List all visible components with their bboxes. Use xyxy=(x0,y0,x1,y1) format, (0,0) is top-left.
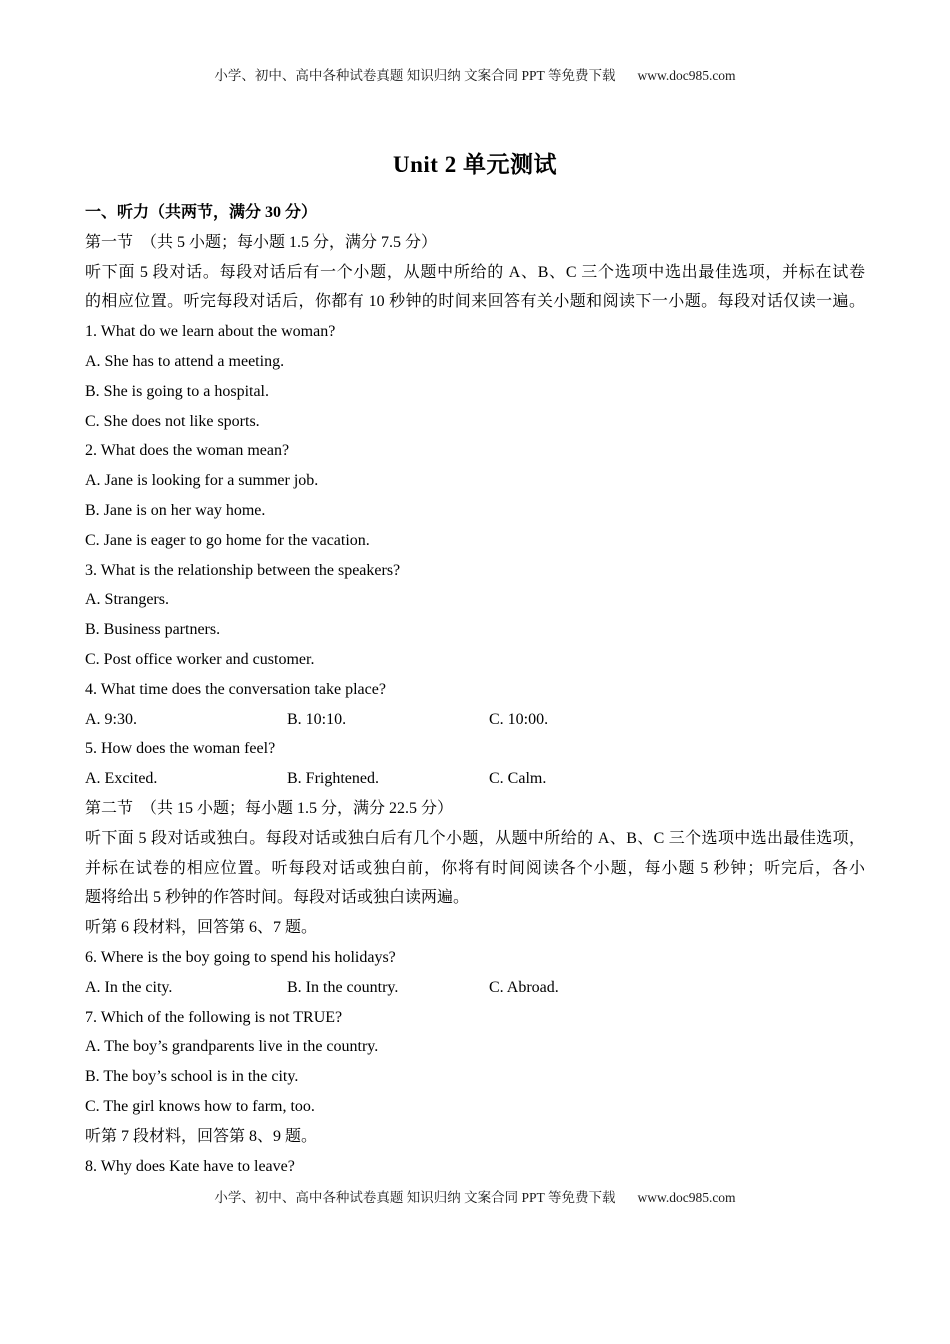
option-text: B. 10:10. xyxy=(287,710,347,728)
text-line: 第一节 （共 5 小题；每小题 1.5 分，满分 7.5 分） xyxy=(85,233,438,251)
option-text: A. In the city. xyxy=(85,978,173,996)
text-line: A. She has to attend a meeting. xyxy=(85,352,285,370)
text-line: 4. What time does the conversation take place? xyxy=(85,680,386,698)
text-line: 听下面 5 段对话。每段对话后有一个小题，从题中所给的 A、B、C 三个选项中选出最佳选项，并标在试卷 xyxy=(85,263,865,281)
text-line: 并标在试卷的相应位置。听每段对话或独白前，你将有时间阅读各个小题，每小题 5 秒钟；听完后，各小 xyxy=(85,859,865,877)
header-url: www.doc985.com xyxy=(637,68,736,83)
text-line: B. Jane is on her way home. xyxy=(85,501,266,519)
text-line xyxy=(85,705,865,735)
text-line: 一、听力（共两节，满分 30 分） xyxy=(85,204,318,221)
footer-url: www.doc985.com xyxy=(637,1190,736,1205)
text-line: 听第 7 段材料，回答第 8、9 题。 xyxy=(85,1127,318,1145)
header-text: 小学、初中、高中各种试卷真题 知识归纳 文案合同 PPT 等免费下载 xyxy=(214,68,616,83)
text-line: 第二节 （共 15 小题；每小题 1.5 分，满分 22.5 分） xyxy=(85,799,454,817)
text-line: A. The boy’s grandparents live in the country. xyxy=(85,1038,379,1056)
option-text: B. Frightened. xyxy=(287,770,379,788)
page-title: Unit 2 单元测试 xyxy=(393,152,557,177)
text-line: 1. What do we learn about the woman? xyxy=(85,323,336,341)
text-line: C. She does not like sports. xyxy=(85,412,260,430)
text-line: A. Strangers. xyxy=(85,591,169,609)
text-line: 听第 6 段材料，回答第 6、7 题。 xyxy=(85,919,318,937)
document-lines xyxy=(85,198,865,1181)
text-line: 题将给出 5 秒钟的作答时间。每段对话或独白读两遍。 xyxy=(85,889,470,907)
text-line: 3. What is the relationship between the speakers? xyxy=(85,561,401,579)
option-text: C. Calm. xyxy=(489,770,547,788)
footer-text: 小学、初中、高中各种试卷真题 知识归纳 文案合同 PPT 等免费下载 xyxy=(214,1190,616,1205)
option-text: B. In the country. xyxy=(287,978,399,996)
text-line: B. Business partners. xyxy=(85,621,221,639)
text-line: 2. What does the woman mean? xyxy=(85,442,290,460)
page-header xyxy=(0,64,950,84)
text-line: 8. Why does Kate have to leave? xyxy=(85,1157,295,1175)
text-line: B. She is going to a hospital. xyxy=(85,382,269,400)
text-line: 5. How does the woman feel? xyxy=(85,740,276,758)
text-line xyxy=(85,764,865,794)
text-line: C. The girl knows how to farm, too. xyxy=(85,1097,315,1115)
option-text: C. 10:00. xyxy=(489,710,549,728)
text-line xyxy=(85,973,865,1003)
page-footer xyxy=(0,1186,950,1206)
text-line: C. Jane is eager to go home for the vacation. xyxy=(85,531,370,549)
text-line: C. Post office worker and customer. xyxy=(85,650,315,668)
option-text: A. Excited. xyxy=(85,770,158,788)
text-line: B. The boy’s school is in the city. xyxy=(85,1068,299,1086)
text-line: 7. Which of the following is not TRUE? xyxy=(85,1008,343,1026)
text-line: 听下面 5 段对话或独白。每段对话或独白后有几个小题，从题中所给的 A、B、C 三个选项中选出最佳选项， xyxy=(85,829,865,847)
text-line: 6. Where is the boy going to spend his holidays? xyxy=(85,948,396,966)
option-text: C. Abroad. xyxy=(489,978,559,996)
text-line: A. Jane is looking for a summer job. xyxy=(85,472,319,490)
text-line: 的相应位置。听完每段对话后，你都有 10 秒钟的时间来回答有关小题和阅读下一小题。每段对话仅读一遍。 xyxy=(85,293,865,311)
option-text: A. 9:30. xyxy=(85,710,137,728)
